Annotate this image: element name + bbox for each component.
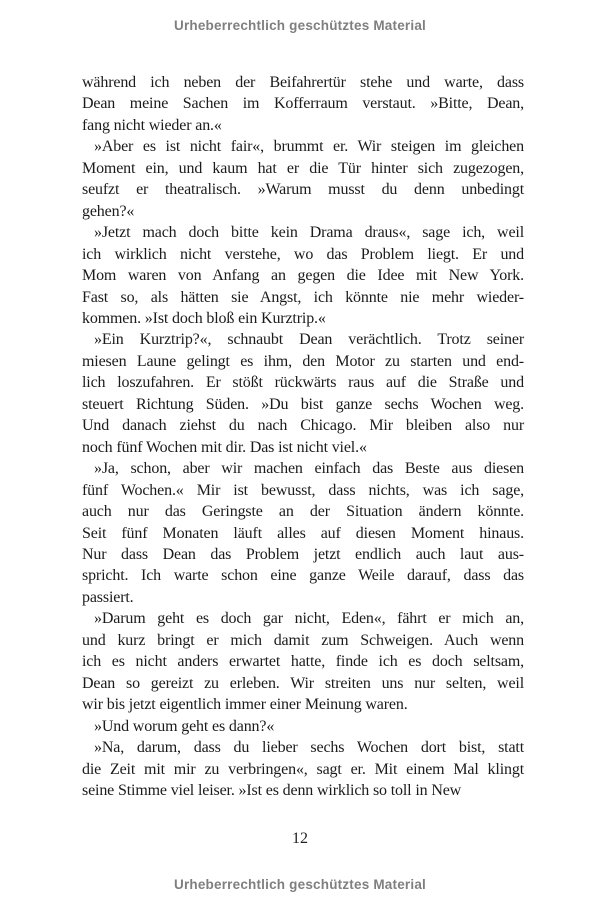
text-line: gehen?«	[82, 202, 135, 220]
text-line: seine Stimme viel leiser. »Ist es denn wirklich so toll in New	[82, 781, 462, 799]
text-line: Dean meine Sachen im Kofferraum verstaut. »Bitte, Dean,	[82, 95, 524, 113]
copyright-watermark-top: Urheberrechtlich geschütztes Material	[174, 18, 426, 33]
text-line: Mom waren von Anfang an gegen die Idee mit New York.	[82, 267, 524, 285]
text-line: »Und worum geht es dann?«	[94, 717, 275, 735]
page-text	[82, 72, 524, 801]
text-line: passiert.	[82, 588, 134, 606]
text-line: spricht. Ich warte schon eine ganze Weile darauf, dass das	[82, 567, 524, 585]
text-line: miesen Laune gelingt es ihm, den Motor zu starten und end-	[82, 352, 524, 370]
copyright-watermark-bottom: Urheberrechtlich geschütztes Material	[174, 877, 426, 892]
text-line: kommen. »Ist doch bloß ein Kurztrip.«	[82, 309, 326, 327]
text-line: auch nur das Geringste an der Situation ändern könnte.	[82, 503, 524, 521]
text-line: ich es nicht anders erwartet hatte, finde ich es doch seltsam,	[82, 653, 524, 671]
text-line: »Ein Kurztrip?«, schnaubt Dean verächtlich. Trotz seiner	[94, 331, 524, 349]
text-line: »Darum geht es doch gar nicht, Eden«, fährt er mich an,	[94, 610, 524, 628]
text-line: lich loszufahren. Er stößt rückwärts raus auf die Straße und	[82, 374, 524, 392]
text-line: während ich neben der Beifahrertür stehe und warte, dass	[82, 74, 524, 91]
text-line: fünf Wochen.« Mir ist bewusst, dass nichts, was ich sage,	[82, 481, 524, 499]
text-line: »Aber es ist nicht fair«, brummt er. Wir steigen im gleichen	[94, 138, 524, 156]
text-line: »Jetzt mach doch bitte kein Drama draus«, sage ich, weil	[94, 224, 524, 242]
text-line: ich wirklich nicht verstehe, wo das Problem liegt. Er und	[82, 245, 524, 263]
text-line: die Zeit mit mir zu verbringen«, sagt er. Mit einem Mal klingt	[82, 760, 524, 778]
text-line: »Ja, schon, aber wir machen einfach das Beste aus diesen	[94, 460, 524, 478]
text-line: fang nicht wieder an.«	[82, 116, 222, 134]
text-line: Fast so, als hätten sie Angst, ich könnte nie mehr wieder-	[82, 288, 524, 306]
text-line: wir bis jetzt eigentlich immer einer Meinung waren.	[82, 696, 408, 714]
text-line: Und danach ziehst du nach Chicago. Mir bleiben also nur	[82, 417, 524, 435]
text-line: und kurz bringt er mich damit zum Schweigen. Auch wenn	[82, 631, 524, 649]
page-number: 12	[292, 830, 308, 847]
text-line: Dean so gereizt zu erleben. Wir streiten uns nur selten, weil	[82, 674, 524, 692]
text-line: seufzt er theatralisch. »Warum musst du denn unbedingt	[82, 181, 524, 199]
text-line: noch fünf Wochen mit dir. Das ist nicht viel.«	[82, 438, 367, 456]
text-line: Nur dass Dean das Problem jetzt endlich auch laut aus-	[82, 545, 524, 563]
text-line: »Na, darum, dass du lieber sechs Wochen dort bist, statt	[94, 739, 524, 757]
text-line: steuert Richtung Süden. »Du bist ganze sechs Wochen weg.	[82, 395, 524, 413]
text-line: Seit fünf Monaten läuft alles auf diesen Moment hinaus.	[82, 524, 524, 542]
text-line: Moment ein, und kaum hat er die Tür hinter sich zugezogen,	[82, 159, 524, 177]
